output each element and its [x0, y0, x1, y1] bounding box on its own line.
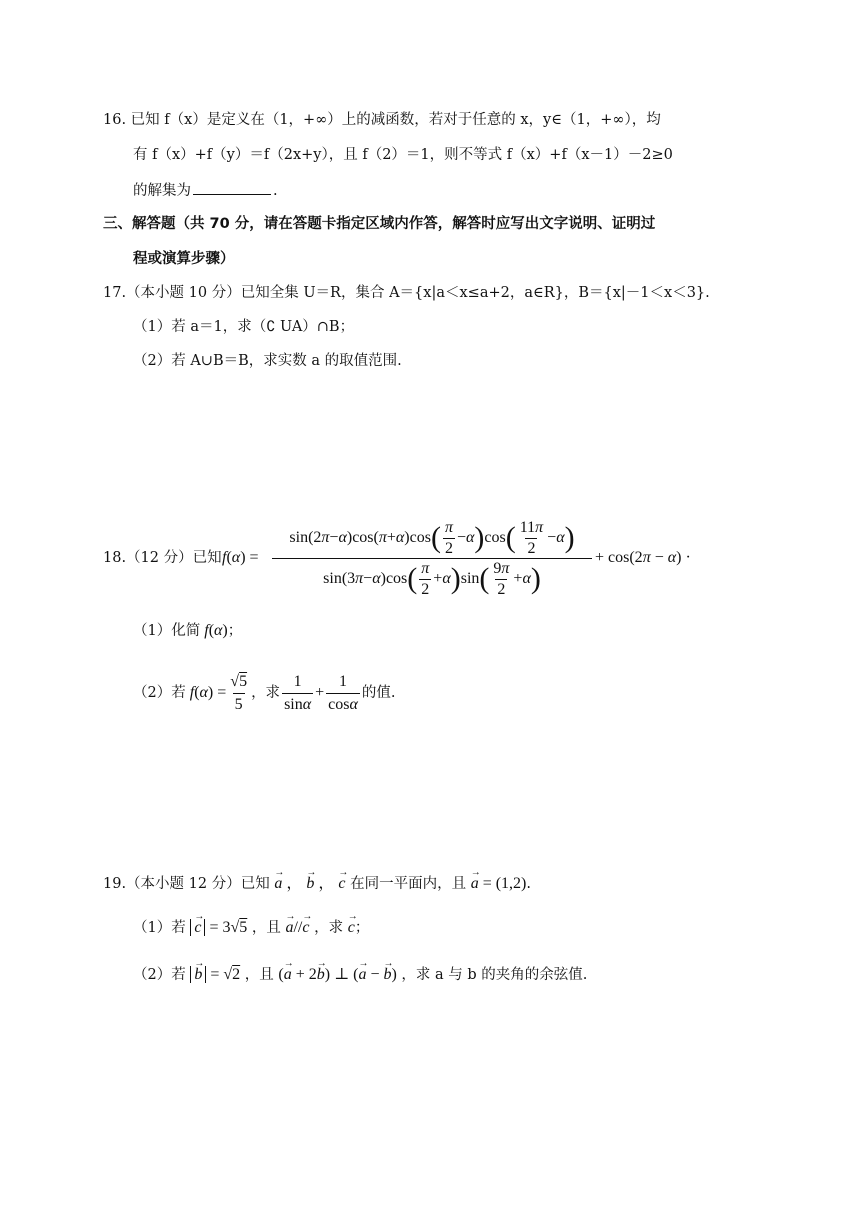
section-3-heading: 三、解答题（共 70 分，请在答题卡指定区域内作答，解答时应写出文字说明、证明过: [103, 216, 656, 232]
q19-part1-par: → a//→ c: [285, 919, 309, 936]
q19-part1-target: → c: [348, 919, 355, 936]
q19-part2-ask: ，求 a 与 b 的夹角的余弦值.: [401, 967, 588, 983]
q16-line-3: [133, 180, 278, 201]
q18-part1-suffix: ；: [227, 623, 243, 639]
q19-stem-mid: 在同一平面内，且: [350, 876, 467, 892]
q19-vectors: → a ， → b ， → c: [274, 875, 345, 892]
q18-part1-prefix: （1）化简: [133, 623, 201, 639]
q18-prefix: 18.（12 分）已知: [103, 550, 222, 566]
q19-part2-cond: → b = √2: [190, 966, 240, 983]
q17-part-1: （1）若 a＝1，求（∁ UA）∩B；: [133, 319, 355, 335]
q19-part1-ask: ，求: [314, 920, 344, 936]
q18-denominator: sin(3 π − α )cos ( $\frac{\pi}{2}$ + α ) sin ( $\frac{9\pi}{2}$ + α ): [323, 559, 541, 598]
q16-line-1: 16. 已知 f（x）是定义在（1，+∞）上的减函数，若对于任意的 x，y∈（1，+∞），均: [103, 112, 661, 128]
q16-line-2: 有 f（x）+f（y）＝f（2x+y），且 f（2）＝1，则不等式 f（x）+f（x－1）－2≥0: [133, 147, 673, 163]
q18-part-1: [133, 621, 242, 641]
q18-numerator: sin(2 π − α )cos( π + α )cos ( $\frac{\pi}{2}$ − α ) cos ( $\frac{11\pi}{2}$ − α ): [289, 518, 575, 557]
q18-part2-suffix: 的值.: [361, 685, 396, 701]
q19-part2-perp: (→ a + 2→ b) ⊥ (→ a − → b): [278, 966, 396, 983]
q19-part1-suffix: ；: [354, 920, 370, 936]
q17-part-2: （2）若 A∪B＝B，求实数 a 的取值范围.: [133, 353, 402, 369]
q19-part2-prefix: （2）若: [133, 967, 186, 983]
q18-part-2: （2）若 f(α) = $\frac{√5}{5}$ ，求 $\frac{1}{\sin\alpha}$ + $\frac{1}{\cos\alpha}$ 的值.: [133, 672, 396, 713]
q19-part-1: [133, 918, 369, 938]
section-3-heading-cont: 程或演算步骤）: [133, 251, 235, 267]
q19-part2-mid: ，且: [244, 967, 274, 983]
q16-answer-blank: [193, 180, 271, 195]
q19-part1-mid: ，且: [251, 920, 281, 936]
q18-one-over-cos: $\frac{1}{\cos\alpha}$: [328, 672, 358, 713]
q18-part2-cond: f(α) =: [189, 684, 227, 701]
q16-answer-suffix: .: [273, 183, 278, 199]
q18-part2-prefix: （2）若: [133, 685, 186, 701]
q18-one-over-sin: $\frac{1}{\sin\alpha}$: [284, 672, 312, 713]
q18-part2-mid: ，求: [251, 685, 281, 701]
q19-part-2: [133, 965, 587, 985]
q19-stem-suffix: .: [526, 876, 531, 892]
q19-stem: [103, 874, 531, 894]
q18-lhs: f(α) =: [222, 549, 259, 566]
q19-stem-prefix: 19.（本小题 12 分）已知: [103, 876, 270, 892]
q19-part1-prefix: （1）若: [133, 920, 186, 936]
q18-tail: + cos(2π − α) ·: [595, 549, 691, 566]
q19-a-def: → a = (1,2): [471, 875, 527, 892]
q18-main-fraction: [272, 518, 592, 599]
q18-sqrt5-over-5: $\frac{√5}{5}$: [230, 672, 248, 713]
q19-part1-cond: → c = 3√5: [190, 919, 247, 936]
q17-stem: 17.（本小题 10 分）已知全集 U＝R，集合 A＝{x|a＜x≤a+2，a∈R}，B＝{x|－1＜x＜3}.: [103, 285, 710, 301]
q16-answer-prefix: 的解集为: [133, 183, 191, 199]
q18-part1-expr: f(α): [204, 622, 228, 639]
